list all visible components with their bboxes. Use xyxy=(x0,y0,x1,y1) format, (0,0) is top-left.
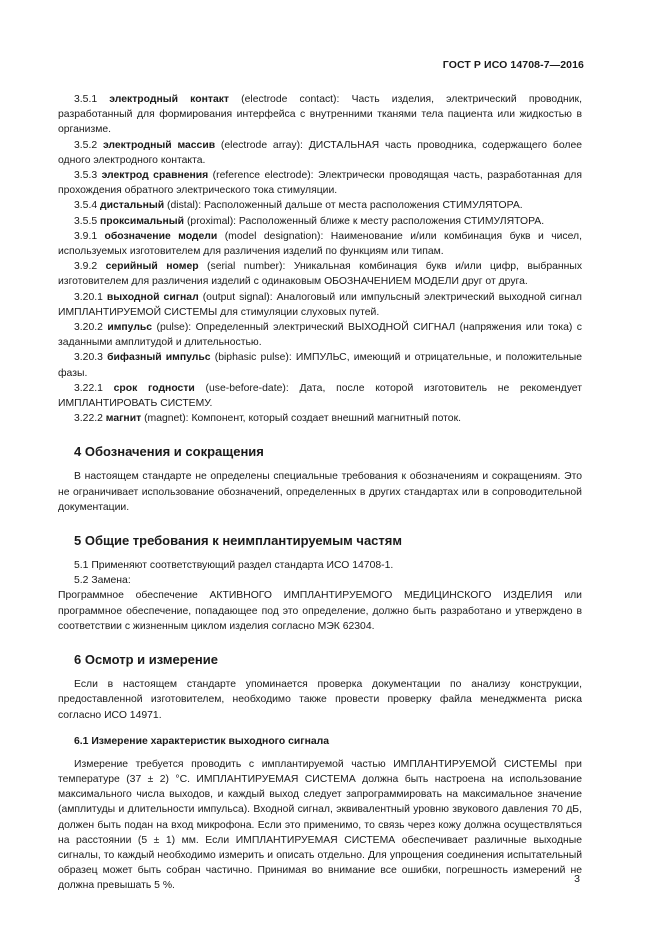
term-entry xyxy=(58,214,582,229)
term-definition: (serial number): Уникальная комбинация букв и/или цифр, выбранных изготовителем для различения изделий с одинаковым ОБОЗНАЧЕНИЕМ МОДЕЛИ друг от друга. xyxy=(58,261,583,288)
term-entry xyxy=(58,138,582,168)
term-number: 3.5.2 xyxy=(74,139,98,151)
page-body xyxy=(58,92,582,894)
term-definition: (model designation): Наименование и/или комбинация букв и чисел, используемых изготовителем для различения изделий по функциям или типам. xyxy=(58,230,582,258)
term-name: импульс xyxy=(107,322,153,334)
term-name: срок годности xyxy=(113,382,195,394)
term-name: серийный номер xyxy=(105,261,199,273)
term-number: 3.20.2 xyxy=(74,322,103,334)
section-5-2-paragraph: 5.2 Замена: xyxy=(74,575,131,587)
term-entry xyxy=(58,92,582,138)
term-entry xyxy=(58,320,582,350)
section-5-heading: 5 Общие требования к неимплантируемым частям xyxy=(74,533,402,549)
section-5-2-body: Программное обеспечение АКТИВНОГО ИМПЛАНТИРУЕМОГО МЕДИЦИНСКОГО ИЗДЕЛИЯ или программное обеспечение, попадающее под это определение, должно быть разработано и утверждено в соответствии с жизненным циклом изделия согласно МЭК 62304. xyxy=(58,590,582,632)
section-6-heading: 6 Осмотр и измерение xyxy=(74,652,218,668)
term-number: 3.5.4 xyxy=(74,200,98,212)
terms-list xyxy=(58,92,582,426)
term-name: выходной сигнал xyxy=(106,291,199,303)
term-entry xyxy=(58,198,582,213)
subsection-6-1-heading: 6.1 Измерение характеристик выходного сигнала xyxy=(74,735,330,747)
subsection-6-1-paragraph: Измерение требуется проводить с имплантируемой частью ИМПЛАНТИРУЕМОЙ СИСТЕМЫ при температуре (37 ± 2) °С. ИМПЛАНТИРУЕМАЯ СИСТЕМА должна быть настроена на использование максимального числа выходов, и каждый выход следует запрограммировать на максимальное значение (амплитуды и длительности импульса). Входной сигнал, эквивалентный уровню звукового давления 70 дБ, должен быть подан на вход микрофона. Если это применимо, то связь через кожу должна осуществляться на расстоянии (5 ± 1) мм. Если ИМПЛАНТИРУЕМАЯ СИСТЕМА обеспечивает различные выходные сигналы, то каждый необходимо измерить и описать отдельно. Для упрощения соединения испытательный образец может быть собран частично. Принимая во внимание все ошибки, погрешность измерений не должна превышать 5 %. xyxy=(58,758,582,892)
term-entry xyxy=(58,229,582,259)
term-number: 3.20.3 xyxy=(74,352,103,364)
term-entry xyxy=(58,168,582,198)
term-name: электрод сравнения xyxy=(101,170,209,182)
term-entry xyxy=(58,381,582,411)
term-number: 3.5.3 xyxy=(74,170,98,182)
term-definition: (biphasic pulse): ИМПУЛЬС, имеющий и отрицательные, и положительные фазы. xyxy=(58,352,582,379)
term-number: 3.22.1 xyxy=(74,382,103,394)
term-entry xyxy=(58,290,582,320)
section-4-paragraph: В настоящем стандарте не определены специальные требования к обозначениям и сокращениям. Это не ограничивает использование обозначений, определенных в других стандартах или в сопроводительной документации. xyxy=(58,471,582,513)
term-definition: (output signal): Аналоговый или импульсный электрический выходной сигнал ИМПЛАНТИРУЕМОЙ СИСТЕМЫ для стимуляции слуховых путей. xyxy=(58,291,582,318)
term-number: 3.5.1 xyxy=(74,94,98,105)
term-number: 3.20.1 xyxy=(74,291,103,303)
term-definition: (distal): Расположенный дальше от места расположения СТИМУЛЯТОРА. xyxy=(164,200,523,212)
term-name: бифазный импульс xyxy=(107,352,211,364)
term-number: 3.5.5 xyxy=(74,215,98,227)
term-name: проксимальный xyxy=(100,215,185,227)
term-number: 3.9.1 xyxy=(74,230,98,242)
term-definition: (use-before-date): Дата, после которой изготовитель не рекомендует ИМПЛАНТИРОВАТЬ СИСТЕМУ. xyxy=(58,382,582,410)
term-definition: (proximal): Расположенный ближе к месту расположения СТИМУЛЯТОРА. xyxy=(184,215,545,227)
section-4-heading: 4 Обозначения и сокращения xyxy=(74,444,264,460)
term-entry xyxy=(58,259,582,289)
term-number: 3.9.2 xyxy=(74,261,98,273)
term-definition: (reference electrode): Электрически проводящая часть, разработанная для прохождения обратного электрического тока стимуляции. xyxy=(58,170,583,197)
term-name: электродный массив xyxy=(102,139,216,151)
section-6-paragraph: Если в настоящем стандарте упоминается проверка документации по анализу конструкции, предоставленной изготовителем, необходимо также провести проверку файла менеджмента риска согласно ИСО 14971. xyxy=(58,679,582,721)
term-number: 3.22.2 xyxy=(74,413,103,425)
section-5-1-paragraph: 5.1 Применяют соответствующий раздел стандарта ИСО 14708-1. xyxy=(74,560,394,572)
term-entry xyxy=(58,411,582,426)
term-definition: (magnet): Компонент, который создает внешний магнитный поток. xyxy=(141,413,462,425)
term-name: электродный контакт xyxy=(109,94,230,105)
term-definition: (electrode array): ДИСТАЛЬНАЯ часть проводника, содержащего более одного электродного контакта. xyxy=(58,139,582,166)
term-name: обозначение модели xyxy=(104,230,218,242)
term-name: дистальный xyxy=(100,200,165,212)
document-header: ГОСТ Р ИСО 14708-7—2016 xyxy=(442,59,584,71)
term-definition: (pulse): Определенный электрический ВЫХОДНОЙ СИГНАЛ (напряжения или тока) с заданными амплитудой и длительностью. xyxy=(58,322,583,349)
term-name: магнит xyxy=(105,413,142,425)
term-definition: (electrode contact): Часть изделия, электрический проводник, разработанный для формирования интерфейса с внутренними тканями тела пациента или жидкостью в организме. xyxy=(58,94,582,136)
term-entry xyxy=(58,350,582,380)
page-number: 3 xyxy=(574,873,580,885)
